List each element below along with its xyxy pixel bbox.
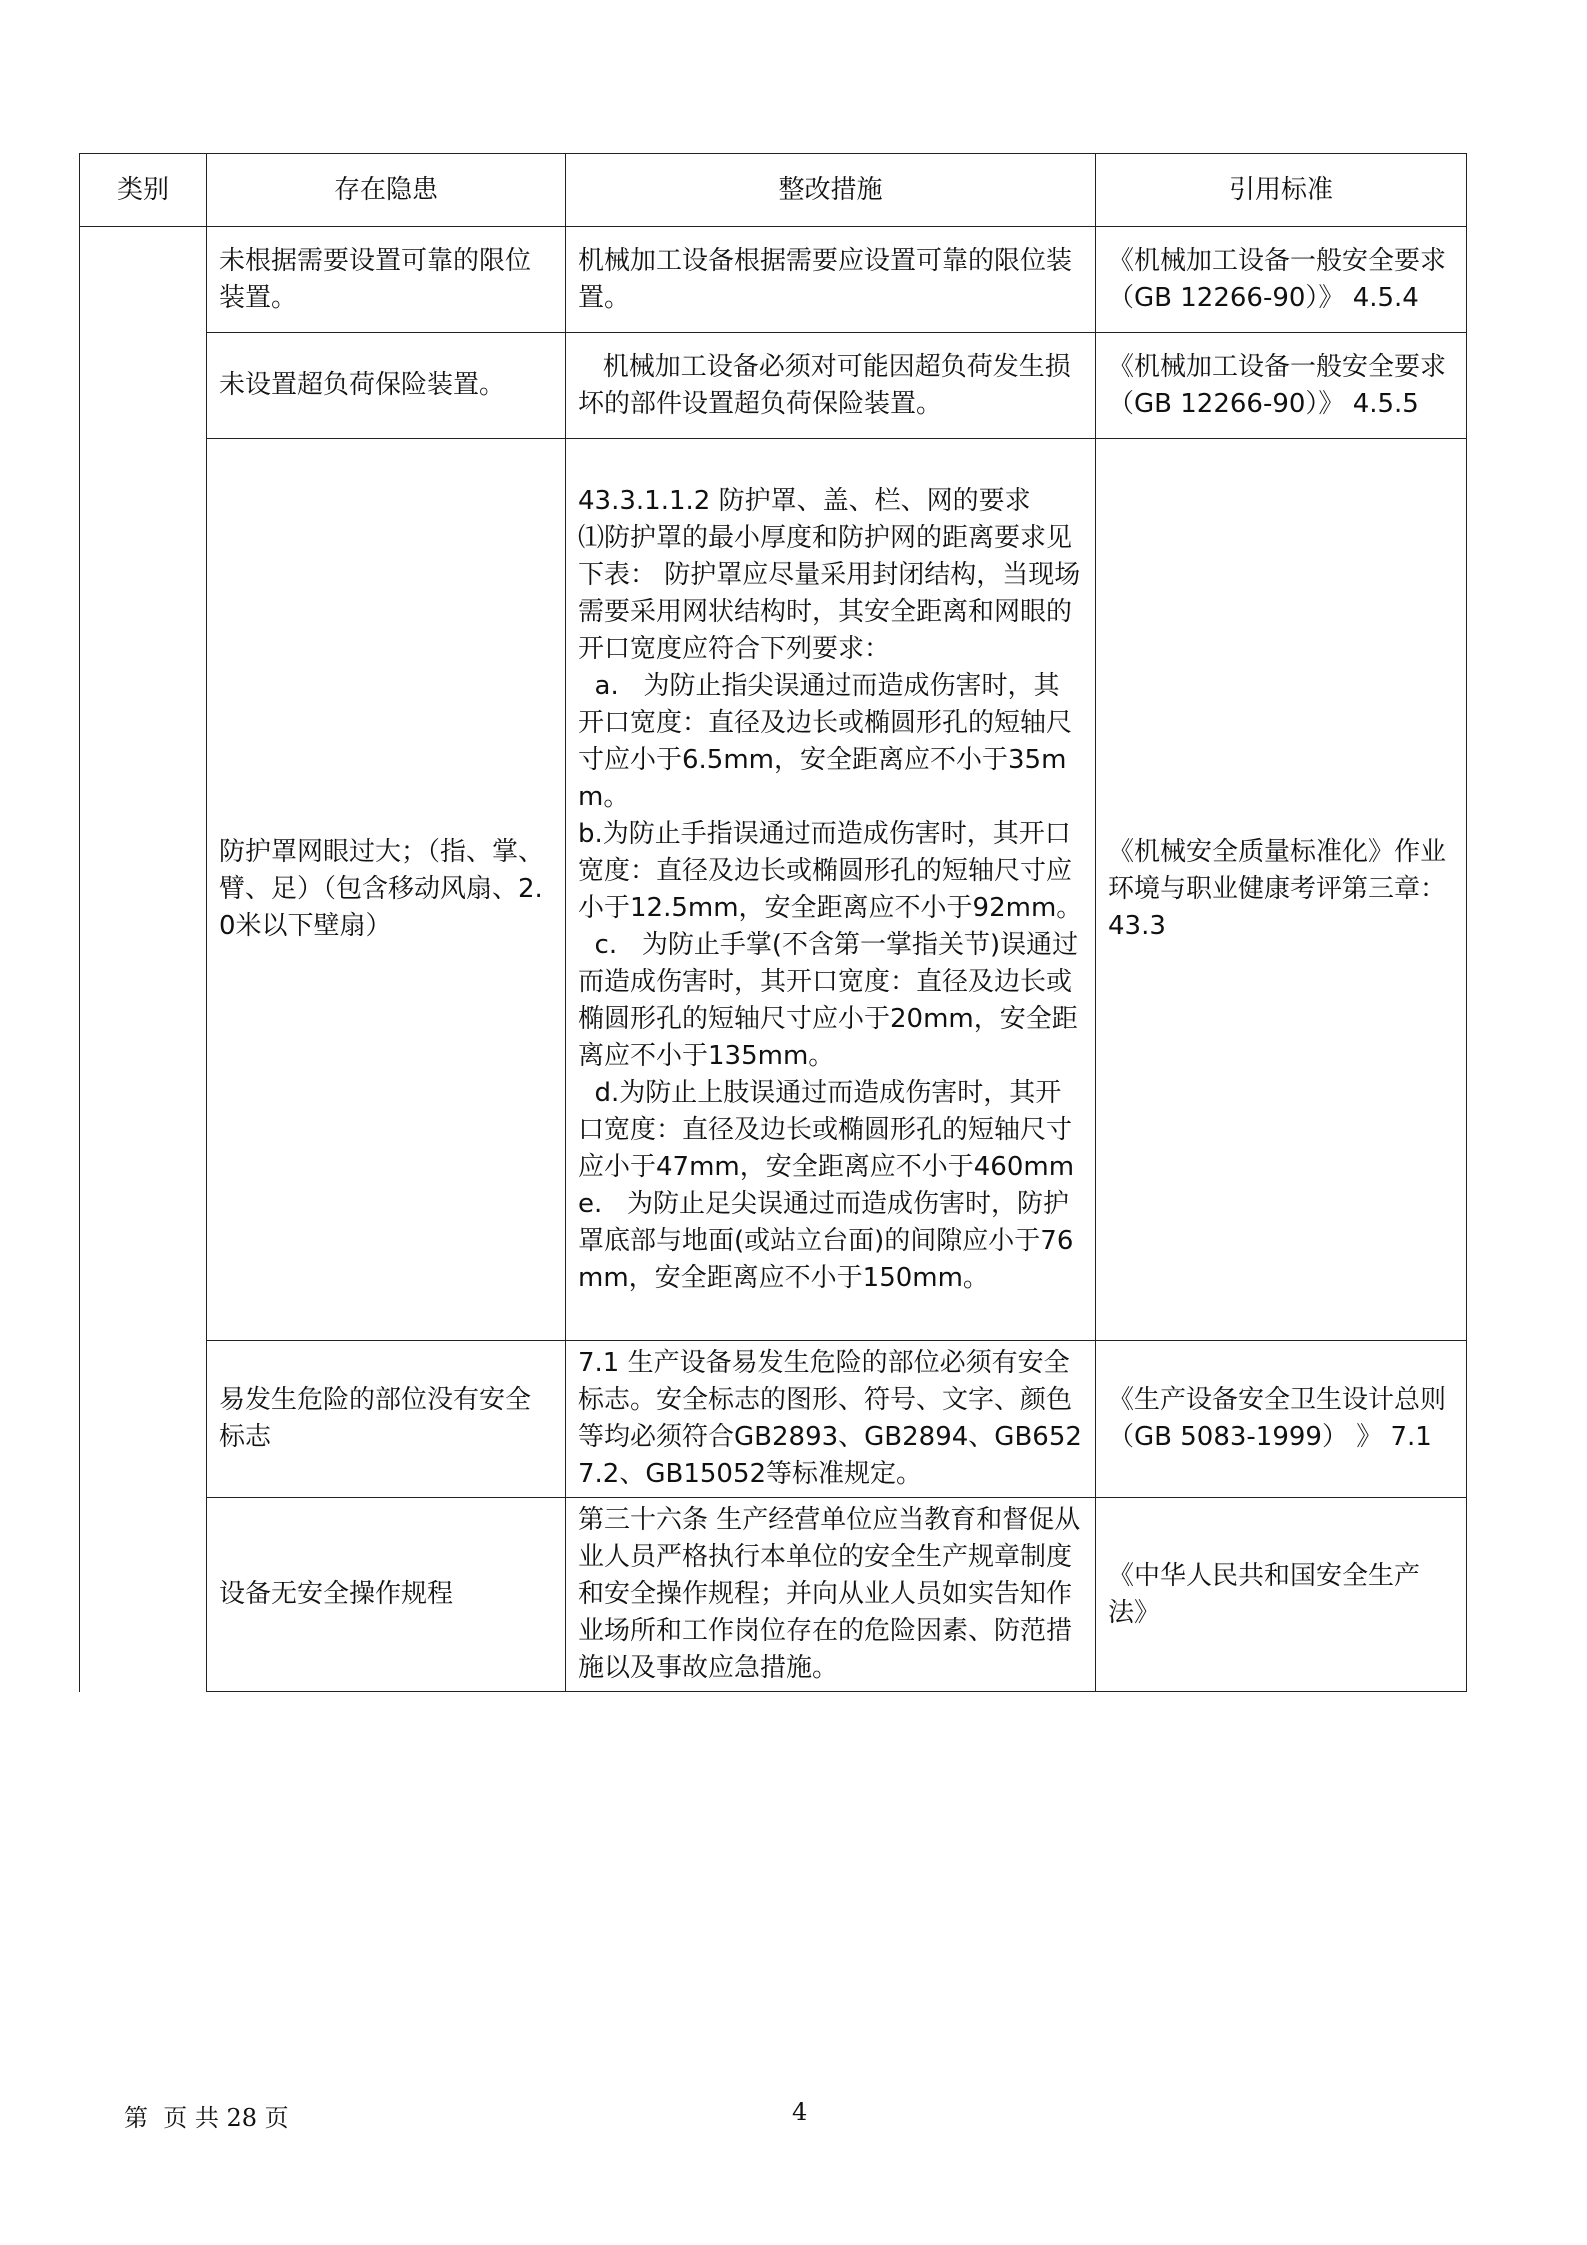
hazard-cell: 易发生危险的部位没有安全标志 (207, 1341, 566, 1498)
table-row (80, 333, 1467, 439)
standard-cell: 《机械加工设备一般安全要求（GB 12266-90）》 4.5.4 (1096, 227, 1467, 333)
header-hazard: 存在隐患 (207, 154, 566, 227)
hazard-cell: 防护罩网眼过大；（指、掌、臂、足）（包含移动风扇、2.0米以下壁扇） (207, 439, 566, 1341)
measure-cell: 7.1 生产设备易发生危险的部位必须有安全标志。安全标志的图形、符号、文字、颜色等均必须符合GB2893、GB2894、GB6527.2、GB15052等标准规定。 (566, 1341, 1096, 1498)
measure-cell: 机械加工设备必须对可能因超负荷发生损坏的部件设置超负荷保险装置。 (566, 333, 1096, 439)
table-row (80, 439, 1467, 1341)
header-measure: 整改措施 (566, 154, 1096, 227)
standard-cell: 《机械安全质量标准化》作业环境与职业健康考评第三章：43.3 (1096, 439, 1467, 1341)
header-category: 类别 (80, 154, 207, 227)
table-row (80, 227, 1467, 333)
hazard-table (79, 153, 1467, 1692)
page-info: 第 页 共 28 页 (124, 2104, 289, 2132)
category-cell (80, 227, 207, 1692)
hazard-cell: 未设置超负荷保险装置。 (207, 333, 566, 439)
standard-cell: 《中华人民共和国安全生产法》 (1096, 1498, 1467, 1692)
standard-cell: 《生产设备安全卫生设计总则（GB 5083-1999） 》 7.1 (1096, 1341, 1467, 1498)
page-number: 4 (792, 2098, 808, 2126)
measure-cell: 机械加工设备根据需要应设置可靠的限位装置。 (566, 227, 1096, 333)
standard-cell: 《机械加工设备一般安全要求（GB 12266-90）》 4.5.5 (1096, 333, 1467, 439)
table-row (80, 1498, 1467, 1692)
hazard-cell: 未根据需要设置可靠的限位装置。 (207, 227, 566, 333)
header-standard: 引用标准 (1096, 154, 1467, 227)
measure-cell: 第三十六条 生产经营单位应当教育和督促从业人员严格执行本单位的安全生产规章制度和安全操作规程；并向从业人员如实告知作业场所和工作岗位存在的危险因素、防范措施以及事故应急措施。 (566, 1498, 1096, 1692)
table-row (80, 1341, 1467, 1498)
table-header-row (80, 154, 1467, 227)
measure-cell: 43.3.1.1.2 防护罩、盖、栏、网的要求 ⑴防护罩的最小厚度和防护网的距离要求见下表： 防护罩应尽量采用封闭结构，当现场需要采用网状结构时，其安全距离和网眼的开口宽度应符合下列要求： a. 为防止指尖误通过而造成伤害时，其开口宽度：直径及边长或椭圆形孔的短轴尺寸应小于6.5mm，安全距离应不小于35mm。 b.为防止手指误通过而造成伤害时，其开口宽度：直径及边长或椭圆形孔的短轴尺寸应小于12.5mm，安全距离应不小于92mm。 c. 为防止手掌(不含第一掌指关节)误通过而造成伤害时，其开口宽度：直径及边长或椭圆形孔的短轴尺寸应小于20mm，安全距离应不小于135mm。 d.为防止上肢误通过而造成伤害时，其开口宽度：直径及边长或椭圆形孔的短轴尺寸应小于47mm，安全距离应不小于460mm e. 为防止足尖误通过而造成伤害时，防护罩底部与地面(或站立台面)的间隙应小于76mm，安全距离应不小于150mm。 (566, 439, 1096, 1341)
hazard-cell: 设备无安全操作规程 (207, 1498, 566, 1692)
